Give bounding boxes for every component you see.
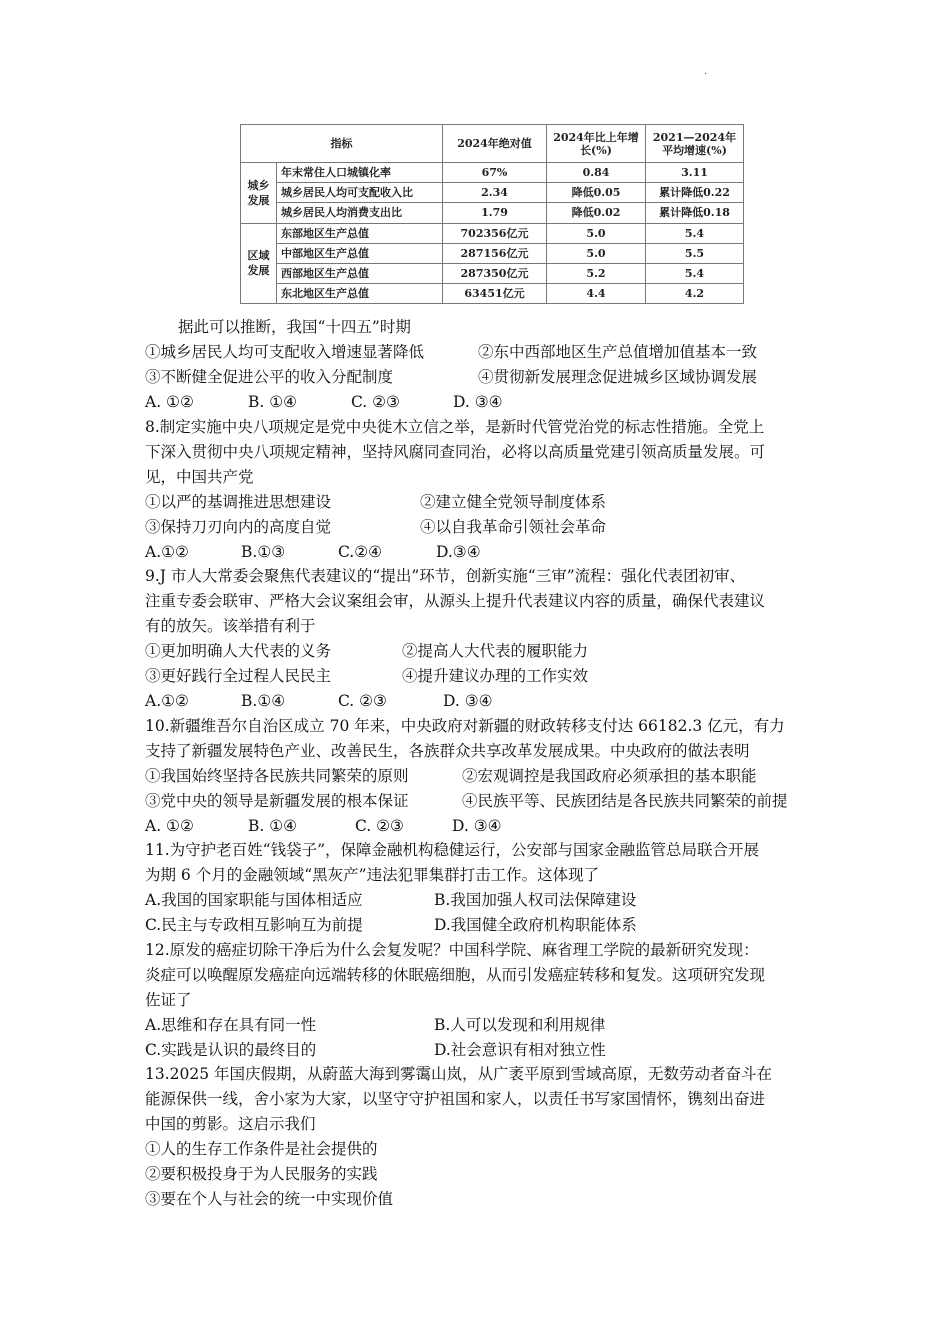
q11-stem-line-1: 11.为守护老百姓“钱袋子”，保障金融机构稳健运行，公安部与国家金融监管总局联合开展: [145, 841, 760, 859]
header-avg-growth: 2021—2024年平均增速(%): [646, 125, 744, 163]
table-cell: 287156亿元: [443, 243, 547, 263]
q7-statement-3: ③不断健全促进公平的收入分配制度: [145, 368, 394, 386]
table-cell: 5.0: [547, 243, 646, 263]
statistics-table: [240, 124, 744, 304]
q9-statement-3: ③更好践行全过程人民民主: [145, 667, 332, 685]
q13-statement-3: ③要在个人与社会的统一中实现价值: [145, 1190, 394, 1208]
q12-stem-line-2: 炎症可以唤醒原发癌症向远端转移的休眠癌细胞，从而引发癌症转移和复发。这项研究发现: [145, 966, 766, 984]
q11-option-b[interactable]: B.我国加强人权司法保障建设: [434, 891, 637, 909]
group-urban-rural: 城乡发展: [241, 163, 277, 223]
q8-stem-line-2: 下深入贯彻中央八项规定精神，坚持风腐同查同治，必将以高质量党建引领高质量发展。可: [145, 443, 766, 461]
table-cell: 5.0: [547, 223, 646, 243]
q10-option-b[interactable]: B. ①④: [248, 817, 298, 835]
q8-option-b[interactable]: B.①③: [241, 543, 286, 561]
table-cell: 年末常住人口城镇化率: [277, 163, 443, 183]
q9-statement-2: ②提高人大代表的履职能力: [402, 642, 589, 660]
q9-option-a[interactable]: A.①②: [145, 692, 189, 710]
q8-option-c[interactable]: C.②④: [338, 543, 383, 561]
table-cell: 2.34: [443, 183, 547, 203]
q8-statement-2: ②建立健全党领导制度体系: [420, 493, 607, 511]
q8-option-d[interactable]: D.③④: [436, 543, 481, 561]
q13-stem-line-2: 能源保供一线，舍小家为大家，以坚守守护祖国和家人，以责任书写家国情怀，镌刻出奋进: [145, 1090, 766, 1108]
q10-stem-line-2: 支持了新疆发展特色产业、改善民生，各族群众共享改革发展成果。中央政府的做法表明: [145, 742, 750, 760]
corner-mark: .: [704, 66, 708, 77]
q7-option-b[interactable]: B. ①④: [248, 393, 298, 411]
table-cell: 降低0.02: [547, 203, 646, 223]
table-row: [241, 283, 744, 303]
table-cell: 5.5: [646, 243, 744, 263]
q10-option-a[interactable]: A. ①②: [145, 817, 194, 835]
q8-stem-line-1: 8.制定实施中央八项规定是党中央徙木立信之举，是新时代管党治党的标志性措施。全党上: [145, 418, 765, 436]
table-cell: 702356亿元: [443, 223, 547, 243]
table-cell: 降低0.05: [547, 183, 646, 203]
q13-statement-2: ②要积极投身于为人民服务的实践: [145, 1165, 378, 1183]
q7-statement-4: ④贯彻新发展理念促进城乡区域协调发展: [478, 368, 758, 386]
q8-stem-line-3: 见，中国共产党: [145, 468, 254, 486]
q12-option-d[interactable]: D.社会意识有相对独立性: [434, 1041, 606, 1059]
table-cell: 城乡居民人均可支配收入比: [277, 183, 443, 203]
q11-stem-line-2: 为期 6 个月的金融领域“黑灰产”违法犯罪集群打击工作。这体现了: [145, 866, 600, 884]
table-cell: 5.4: [646, 263, 744, 283]
q7-statement-1: ①城乡居民人均可支配收入增速显著降低: [145, 343, 425, 361]
q7-statement-2: ②东中西部地区生产总值增加值基本一致: [478, 343, 758, 361]
q10-statement-3: ③党中央的领导是新疆发展的根本保证: [145, 792, 409, 810]
table-cell: 5.2: [547, 263, 646, 283]
q8-option-a[interactable]: A.①②: [145, 543, 189, 561]
q10-option-c[interactable]: C. ②③: [355, 817, 404, 835]
q7-option-a[interactable]: A. ①②: [145, 393, 194, 411]
q12-option-b[interactable]: B.人可以发现和利用规律: [434, 1016, 606, 1034]
table-cell: 西部地区生产总值: [277, 263, 443, 283]
table-row: [241, 243, 744, 263]
table-cell: 累计降低0.18: [646, 203, 744, 223]
table-cell: 4.2: [646, 283, 744, 303]
table-cell: 287350亿元: [443, 263, 547, 283]
q8-statement-3: ③保持刀刃向内的高度自觉: [145, 518, 332, 536]
table-row: [241, 163, 744, 183]
q8-statement-4: ④以自我革命引领社会革命: [420, 518, 607, 536]
table-cell: 东北地区生产总值: [277, 283, 443, 303]
q9-option-d[interactable]: D. ③④: [443, 692, 493, 710]
header-indicator: 指标: [241, 125, 443, 163]
q11-option-c[interactable]: C.民主与专政相互影响互为前提: [145, 916, 363, 934]
q12-option-c[interactable]: C.实践是认识的最终目的: [145, 1041, 317, 1059]
q9-stem-line-2: 注重专委会联审、严格大会议案组会审，从源头上提升代表建议内容的质量，确保代表建议: [145, 592, 766, 610]
q10-option-d[interactable]: D. ③④: [452, 817, 502, 835]
table-cell: 67%: [443, 163, 547, 183]
table-cell: 1.79: [443, 203, 547, 223]
q13-stem-line-1: 13.2025 年国庆假期，从蔚蓝大海到雾霭山岚，从广袤平原到雪域高原，无数劳动者奋斗在: [145, 1065, 773, 1083]
table-cell: 0.84: [547, 163, 646, 183]
table-cell: 中部地区生产总值: [277, 243, 443, 263]
q12-stem-line-1: 12.原发的癌症切除干净后为什么会复发呢？中国科学院、麻省理工学院的最新研究发现：: [145, 941, 759, 959]
q11-option-d[interactable]: D.我国健全政府机构职能体系: [434, 916, 637, 934]
table-cell: 3.11: [646, 163, 744, 183]
table-row: [241, 203, 744, 223]
q7-option-c[interactable]: C. ②③: [351, 393, 400, 411]
table-row: [241, 223, 744, 243]
q7-stem: 据此可以推断，我国“十四五”时期: [178, 318, 411, 336]
q9-stem-line-3: 有的放矢。该举措有利于: [145, 617, 316, 635]
table-row: [241, 183, 744, 203]
q10-statement-1: ①我国始终坚持各民族共同繁荣的原则: [145, 767, 409, 785]
table-cell: 4.4: [547, 283, 646, 303]
q12-stem-line-3: 佐证了: [145, 991, 192, 1009]
q10-stem-line-1: 10.新疆维吾尔自治区成立 70 年来，中央政府对新疆的财政转移支付达 66182.3 亿元，有力: [145, 717, 785, 735]
q10-statement-2: ②宏观调控是我国政府必须承担的基本职能: [462, 767, 757, 785]
q11-option-a[interactable]: A.我国的国家职能与国体相适应: [145, 891, 363, 909]
q9-statement-4: ④提升建议办理的工作实效: [402, 667, 589, 685]
q9-option-c[interactable]: C. ②③: [338, 692, 387, 710]
table-cell: 城乡居民人均消费支出比: [277, 203, 443, 223]
group-regional: 区域发展: [241, 223, 277, 303]
q7-option-d[interactable]: D. ③④: [453, 393, 503, 411]
table-cell: 东部地区生产总值: [277, 223, 443, 243]
q9-statement-1: ①更加明确人大代表的义务: [145, 642, 332, 660]
q10-statement-4: ④民族平等、民族团结是各民族共同繁荣的前提: [462, 792, 788, 810]
q13-stem-line-3: 中国的剪影。这启示我们: [145, 1115, 316, 1133]
table-header-row: [241, 125, 744, 163]
header-2024-growth: 2024年比上年增长(%): [547, 125, 646, 163]
table-cell: 5.4: [646, 223, 744, 243]
q9-option-b[interactable]: B.①④: [241, 692, 286, 710]
q12-option-a[interactable]: A.思维和存在具有同一性: [145, 1016, 317, 1034]
table-cell: 63451亿元: [443, 283, 547, 303]
header-2024-absolute: 2024年绝对值: [443, 125, 547, 163]
q8-statement-1: ①以严的基调推进思想建设: [145, 493, 332, 511]
q13-statement-1: ①人的生存工作条件是社会提供的: [145, 1140, 378, 1158]
table-cell: 累计降低0.22: [646, 183, 744, 203]
q9-stem-line-1: 9.J 市人大常委会聚焦代表建议的“提出”环节，创新实施“三审”流程：强化代表团初审、: [145, 567, 746, 585]
table-row: [241, 263, 744, 283]
